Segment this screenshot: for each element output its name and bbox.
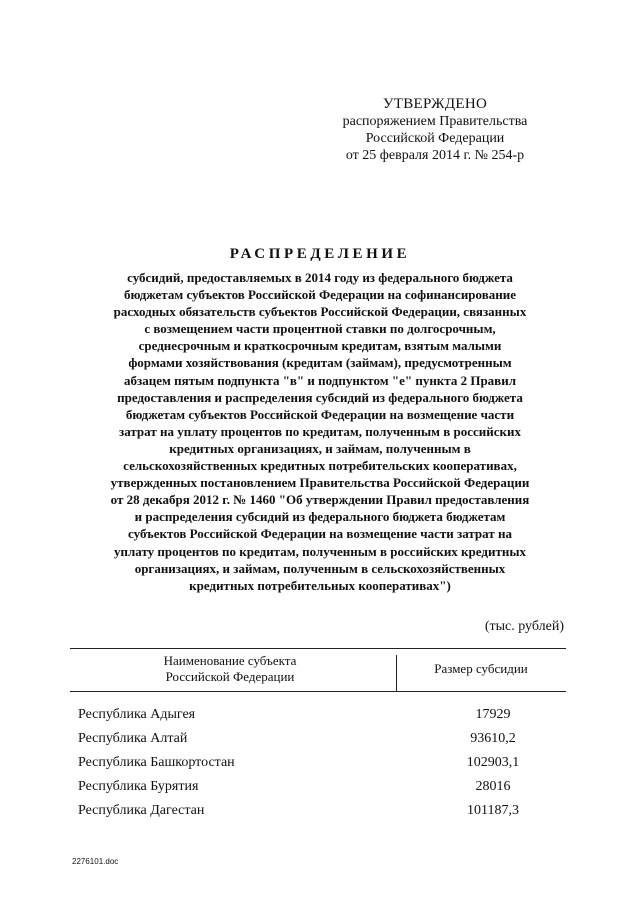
table-header-rule <box>70 691 566 692</box>
subtitle-line: организациях, и займам, полученным в сельскохозяйственных <box>134 560 506 576</box>
subtitle-line: формами хозяйствования (кредитам (займам), предусмотренным <box>128 355 512 371</box>
approval-line-2: Российской Федерации <box>365 131 505 146</box>
subsidy-value: 101187,3 <box>467 803 519 818</box>
subsidy-value: 28016 <box>475 779 511 794</box>
subtitle-line: бюджетам субъектов Российской Федерации на возмещение части <box>125 406 515 422</box>
subtitle-line: кредитных организациях, и займам, полученным в <box>169 440 471 456</box>
region-name: Республика Башкортостан <box>78 755 235 770</box>
table-row <box>78 728 558 752</box>
subsidy-value: 93610,2 <box>470 731 516 746</box>
region-name: Республика Бурятия <box>78 779 199 794</box>
subsidy-value: 102903,1 <box>466 755 520 770</box>
document-title: РАСПРЕДЕЛЕНИЕ <box>229 246 411 262</box>
table-row <box>78 704 558 728</box>
region-name: Республика Адыгея <box>78 707 196 722</box>
header-region-name <box>70 653 390 685</box>
table-row <box>78 776 558 800</box>
document-subtitle <box>60 269 580 594</box>
subtitle-line: уплату процентов по кредитам, полученным в российских кредитных <box>114 543 526 559</box>
subtitle-line: предоставления и распределения субсидий из федерального бюджета <box>117 389 523 405</box>
region-name: Республика Дагестан <box>78 803 205 818</box>
approval-heading: УТВЕРЖДЕНО <box>382 96 488 112</box>
unit-label: (тыс. рублей) <box>484 619 564 634</box>
subtitle-line: кредитных потребительных кооперативах") <box>189 577 451 593</box>
subtitle-line: от 28 декабря 2012 г. № 1460 "Об утверждении Правил предоставления <box>110 492 530 508</box>
table-header <box>70 651 566 691</box>
subtitle-line: утвержденных постановлением Правительства Российской Федерации <box>110 475 530 491</box>
subtitle-line: с возмещением части процентной ставки по долгосрочным, <box>144 321 496 337</box>
subtitle-line: субсидий, предоставляемых в 2014 году из федерального бюджета <box>127 270 513 285</box>
subtitle-line: абзацем пятым подпункта "в" и подпунктом "е" пункта 2 Правил <box>123 372 516 388</box>
header-region-line-1: Наименование субъекта <box>163 653 297 668</box>
subtitle-line: затрат на уплату процентов по кредитам, полученным в российских <box>119 423 521 439</box>
region-name: Республика Алтай <box>78 731 188 746</box>
subtitle-line: среднесрочным и краткосрочным кредитам, взятым малыми <box>138 338 502 354</box>
table-row <box>78 800 558 824</box>
approval-line-3: от 25 февраля 2014 г. № 254-р <box>345 148 525 163</box>
approval-stamp <box>300 96 630 164</box>
table-body <box>78 704 558 824</box>
table-top-rule <box>70 648 566 649</box>
header-region-line-2: Российской Федерации <box>165 669 295 684</box>
subtitle-line: бюджетам субъектов Российской Федерации на софинансирование <box>124 287 516 303</box>
subtitle-line: и распределения субсидий из федерального бюджета бюджетам <box>134 509 506 525</box>
subsidy-value: 17929 <box>475 707 511 722</box>
header-subsidy-amount: Размер субсидии <box>434 661 528 676</box>
approval-line-1: распоряжением Правительства <box>342 114 528 129</box>
file-name-footer: 2276101.doc <box>72 857 119 866</box>
table-row <box>78 752 558 776</box>
subtitle-line: сельскохозяйственных кредитных потребительских кооперативах, <box>123 458 517 474</box>
subtitle-line: расходных обязательств субъектов Российской Федерации, связанных <box>113 304 527 320</box>
subtitle-line: субъектов Российской Федерации на возмещение части затрат на <box>128 526 512 542</box>
